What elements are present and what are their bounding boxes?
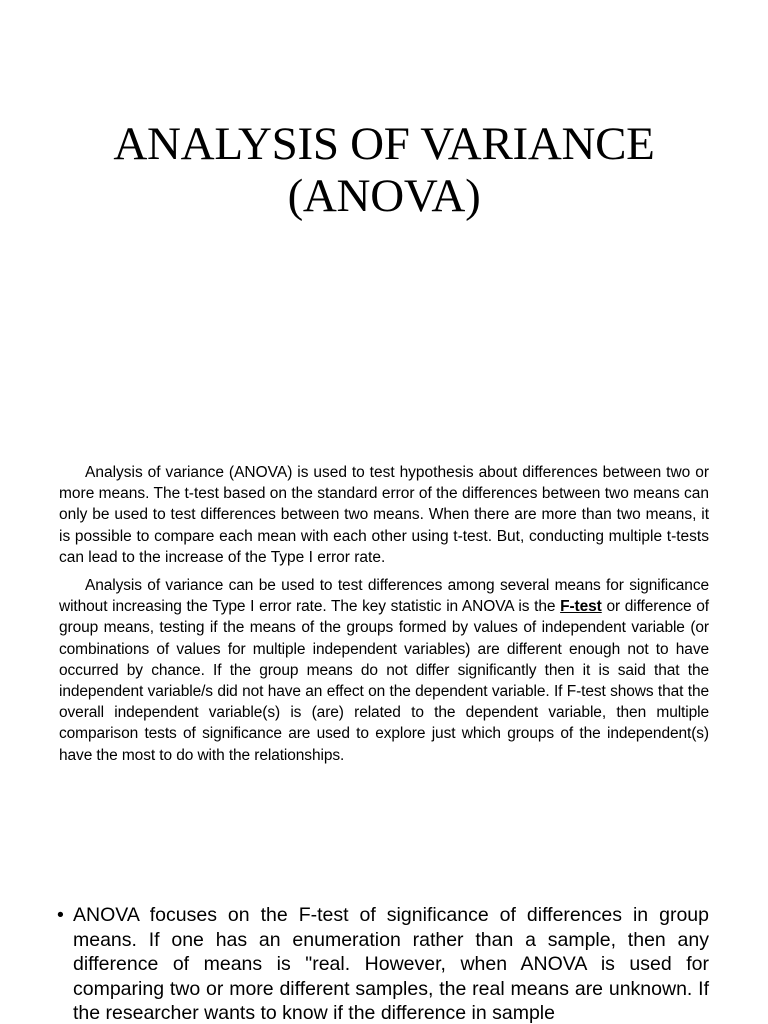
list-item [57,903,709,1024]
page-title [0,118,768,222]
body-text [59,462,709,773]
paragraph-anova-intro: Analysis of variance (ANOVA) is used to test hypothesis about differences between two or more means. The t-test based on the standard error of the differences between two means can only be used to test differences between two means. When there are more than two means, it is possible to compare each mean with each other using t-test. But, conducting multiple t-tests can lead to the increase of the Type I error rate. [59,464,709,566]
title-line-1: ANALYSIS OF VARIANCE [113,118,655,170]
paragraph-2-before: Analysis of variance can be used to test differences among several means for significance without increasing the Type I error rate. The key statistic in ANOVA is the [59,577,709,616]
paragraph-anova-ftest [59,575,709,766]
paragraph-2-after: or difference of group means, testing if the means of the groups formed by values of independent variable (or combinations of values for multiple independent variables) are different enough not to have occurred by chance. If the group means do not differ significantly then it is said that the independent variable/s did not have an effect on the dependent variable. If F-test shows that the overall independent variable(s) is (are) related to the dependent variable, then multiple comparison tests of significance are used to explore just which groups of the independent(s) have the most to do with the relationships. [59,598,710,764]
bullet-list [57,903,709,1024]
title-line-2: (ANOVA) [287,170,481,222]
bullet-text: ANOVA focuses on the F-test of significance of differences in group means. If one has an enumeration rather than a sample, then any difference of means is "real. However, when ANOVA is used for comparing two or more different samples, the real means are unknown. If the researcher wants to know if the difference in sample [73,904,709,1024]
bullet-icon: • [57,904,64,926]
f-test-link[interactable]: F-test [560,598,602,616]
